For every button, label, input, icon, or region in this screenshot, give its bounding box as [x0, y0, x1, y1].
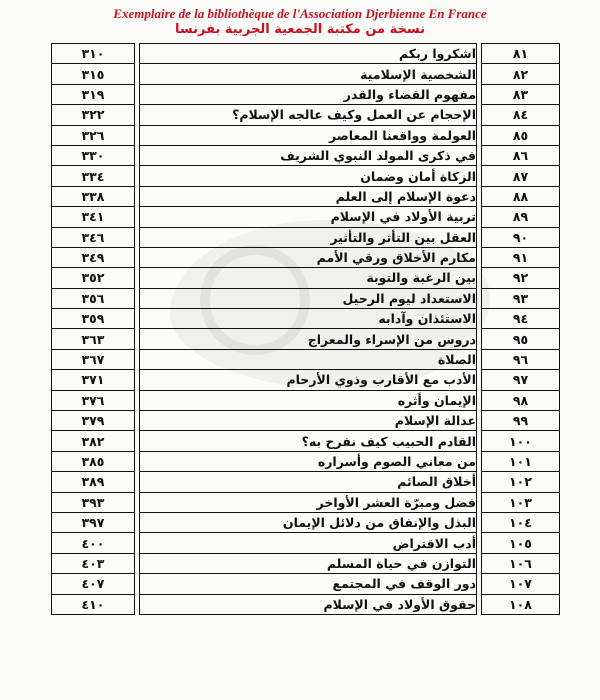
table-row [52, 370, 560, 390]
table-row [52, 390, 560, 410]
lesson-title: العقل بين التأثر والتأثير [140, 227, 477, 247]
lesson-number: ١٠٢ [482, 472, 560, 492]
lesson-title: أخلاق الصائم [140, 472, 477, 492]
lesson-number: ٩٨ [482, 390, 560, 410]
table-row [52, 451, 560, 471]
lesson-number: ٩٣ [482, 288, 560, 308]
lesson-title: الأدب مع الأقارب وذوي الأرحام [140, 370, 477, 390]
table-row [52, 349, 560, 369]
page-number: ٣٣٨ [52, 186, 135, 206]
lesson-number: ١٠٤ [482, 512, 560, 532]
lesson-number: ١٠٠ [482, 431, 560, 451]
header-french: Exemplaire de la bibliothèque de l'Association Djerbienne En France [113, 6, 487, 21]
lesson-number: ٨٤ [482, 105, 560, 125]
lesson-title: اشكروا ربكم [140, 44, 477, 64]
lesson-title: الصلاة [140, 349, 477, 369]
lesson-number: ٩٥ [482, 329, 560, 349]
lesson-title: دروس من الإسراء والمعراج [140, 329, 477, 349]
lesson-number: ٨٦ [482, 145, 560, 165]
lesson-title: الإيمان وأثره [140, 390, 477, 410]
page-number: ٣٥٦ [52, 288, 135, 308]
table-row [52, 145, 560, 165]
page-number: ٤٠٧ [52, 574, 135, 594]
page-header [0, 6, 600, 38]
lesson-number: ٨٧ [482, 166, 560, 186]
lesson-title: القادم الحبيب كيف نفرح به؟ [140, 431, 477, 451]
page-number: ٣٧٩ [52, 411, 135, 431]
page-number: ٣٥٩ [52, 309, 135, 329]
lesson-number: ٩٦ [482, 349, 560, 369]
table-row [52, 594, 560, 614]
lesson-number: ٨١ [482, 44, 560, 64]
table-row [52, 431, 560, 451]
table-row [52, 288, 560, 308]
page-number: ٣٤٩ [52, 247, 135, 267]
lesson-number: ٨٢ [482, 64, 560, 84]
page-number: ٣٧١ [52, 370, 135, 390]
lesson-title: مكارم الأخلاق ورقي الأمم [140, 247, 477, 267]
page-number: ٣٩٧ [52, 512, 135, 532]
page-number: ٤٠٣ [52, 553, 135, 573]
table-row [52, 472, 560, 492]
table-row [52, 492, 560, 512]
page-number: ٣٥٢ [52, 268, 135, 288]
table-row [52, 64, 560, 84]
table-row [52, 186, 560, 206]
table-row [52, 329, 560, 349]
lesson-title: البذل والإنفاق من دلائل الإيمان [140, 512, 477, 532]
header-arabic: نسخة من مكتبة الجمعية الجربية بفرنسا [175, 22, 425, 37]
table-row [52, 309, 560, 329]
lesson-number: ٨٣ [482, 84, 560, 104]
page-number: ٣١٥ [52, 64, 135, 84]
lesson-title: حقوق الأولاد في الإسلام [140, 594, 477, 614]
lesson-title: أدب الاقتراض [140, 533, 477, 553]
lesson-title: الإحجام عن العمل وكيف عالجه الإسلام؟ [140, 105, 477, 125]
lesson-title: مفهوم القضاء والقدر [140, 84, 477, 104]
lesson-title: دور الوقف في المجتمع [140, 574, 477, 594]
lesson-number: ١٠٦ [482, 553, 560, 573]
page-number: ٤٠٠ [52, 533, 135, 553]
table-row [52, 533, 560, 553]
lesson-number: ٩٤ [482, 309, 560, 329]
contents-table-body [52, 44, 560, 615]
page-number: ٣٢٢ [52, 105, 135, 125]
lesson-number: ٨٩ [482, 207, 560, 227]
lesson-title: دعوة الإسلام إلى العلم [140, 186, 477, 206]
lesson-number: ١٠٣ [482, 492, 560, 512]
table-row [52, 411, 560, 431]
lesson-number: ١٠١ [482, 451, 560, 471]
lesson-number: ٨٨ [482, 186, 560, 206]
table-row [52, 84, 560, 104]
contents-table [51, 43, 560, 615]
lesson-title: الشخصية الإسلامية [140, 64, 477, 84]
lesson-title: الاستئذان وآدابه [140, 309, 477, 329]
page-number: ٣١٩ [52, 84, 135, 104]
lesson-number: ٩٢ [482, 268, 560, 288]
page-number: ٣٢٦ [52, 125, 135, 145]
lesson-title: الاستعداد ليوم الرحيل [140, 288, 477, 308]
lesson-title: من معاني الصوم وأسراره [140, 451, 477, 471]
lesson-number: ١٠٨ [482, 594, 560, 614]
table-row [52, 105, 560, 125]
table-row [52, 227, 560, 247]
page-number: ٣٨٩ [52, 472, 135, 492]
lesson-number: ٩٠ [482, 227, 560, 247]
page-number: ٣١٠ [52, 44, 135, 64]
lesson-title: فضل ومبرّة العشر الأواخر [140, 492, 477, 512]
page-number: ٣٨٥ [52, 451, 135, 471]
table-row [52, 247, 560, 267]
page-number: ٣٣٠ [52, 145, 135, 165]
lesson-title: في ذكرى المولد النبوي الشريف [140, 145, 477, 165]
lesson-title: التوازن في حياة المسلم [140, 553, 477, 573]
table-row [52, 512, 560, 532]
lesson-title: تربية الأولاد في الإسلام [140, 207, 477, 227]
lesson-title: الزكاة أمان وضمان [140, 166, 477, 186]
lesson-number: ١٠٥ [482, 533, 560, 553]
lesson-title: العولمة وواقعنا المعاصر [140, 125, 477, 145]
page-number: ٣٤١ [52, 207, 135, 227]
table-row [52, 268, 560, 288]
lesson-number: ١٠٧ [482, 574, 560, 594]
page-number: ٣٩٣ [52, 492, 135, 512]
page-number: ٣٤٦ [52, 227, 135, 247]
table-row [52, 207, 560, 227]
lesson-number: ٩٩ [482, 411, 560, 431]
table-row [52, 166, 560, 186]
page-number: ٣٧٦ [52, 390, 135, 410]
page-number: ٣٦٣ [52, 329, 135, 349]
table-row [52, 44, 560, 64]
table-row [52, 553, 560, 573]
lesson-title: عدالة الإسلام [140, 411, 477, 431]
table-row [52, 125, 560, 145]
table-row [52, 574, 560, 594]
page-number: ٤١٠ [52, 594, 135, 614]
page-number: ٣٣٤ [52, 166, 135, 186]
lesson-title: بين الرغبة والتوبة [140, 268, 477, 288]
lesson-number: ٩٧ [482, 370, 560, 390]
lesson-number: ٩١ [482, 247, 560, 267]
page-number: ٣٦٧ [52, 349, 135, 369]
page-number: ٣٨٢ [52, 431, 135, 451]
lesson-number: ٨٥ [482, 125, 560, 145]
